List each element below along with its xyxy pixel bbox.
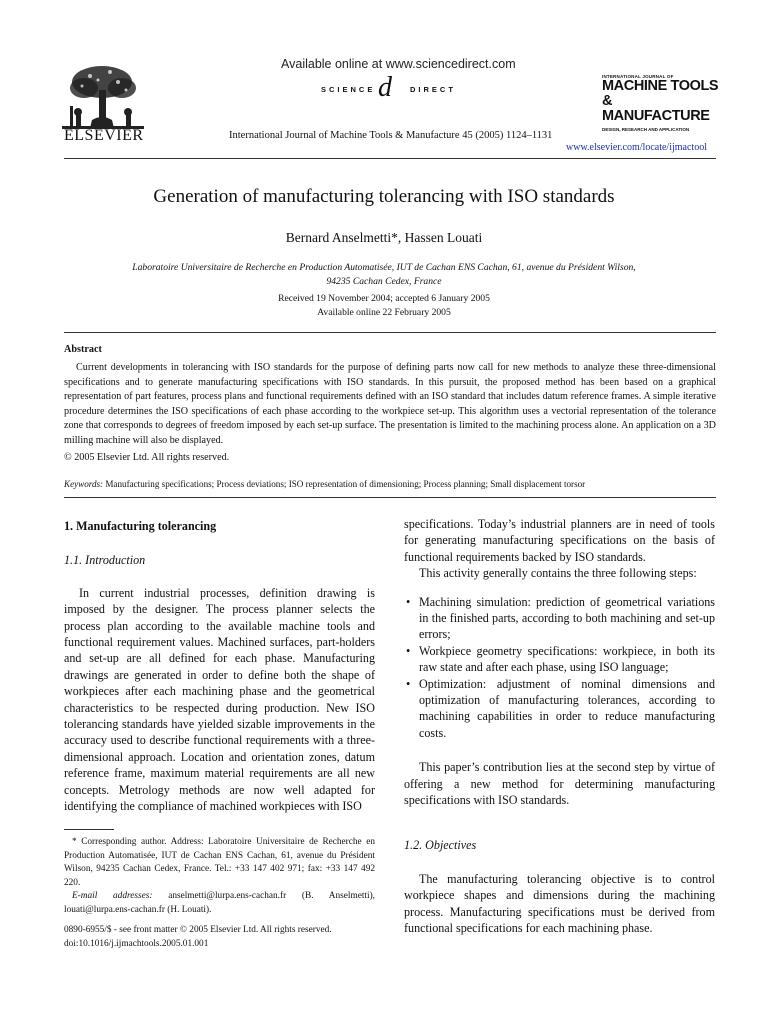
- sciencedirect-logo: [318, 72, 468, 106]
- steps-intro: This activity generally contains the three following steps:: [419, 566, 697, 581]
- email-addresses[interactable]: anselmetti@lurpa.ens-cachan.fr (B. Anselmetti), louati@lurpa.ens-cachan.fr (H. Louati).: [64, 891, 375, 915]
- list-item: • Machining simulation: prediction of geometrical variations in the finished parts, according to both machining and set-up errors;: [406, 594, 715, 642]
- bullet-icon: •: [406, 676, 411, 691]
- journal-logo-line1: INTERNATIONAL JOURNAL OF: [602, 74, 674, 79]
- bullet-icon: •: [406, 643, 411, 658]
- keywords: [64, 479, 585, 489]
- abstract-heading: Abstract: [64, 344, 102, 355]
- affiliation-line-1: Laboratoire Universitaire de Recherche en Production Automatisée, IUT de Cachan ENS Cachan, 61, avenue du Président Wilson,: [132, 262, 636, 273]
- objectives-paragraph: The manufacturing tolerancing objective is to control workpiece shapes and dimensions during the machining process. Manufacturing specifications must be derived from functional specifications for each machining phase.: [404, 871, 715, 936]
- keywords-label: Keywords:: [64, 479, 104, 489]
- available-online-text: Available online at www.sciencedirect.com: [281, 57, 516, 71]
- subsection-heading-1-2: 1.2. Objectives: [404, 837, 477, 852]
- email-label: E-mail addresses:: [72, 891, 153, 902]
- affiliation-line-2: 94235 Cachan Cedex, France: [326, 276, 442, 287]
- journal-logo: [602, 74, 722, 132]
- list-item: • Workpiece geometry specifications: workpiece, in both its raw state and after each phase, using ISO language;: [406, 643, 715, 675]
- corresponding-author-note: * Corresponding author. Address: Laboratoire Universitaire de Recherche en Production Automatisée, IUT de Cachan ENS Cachan, 61, avenue du Président Wilson, 94235 Cachan Cedex, France. Tel.: +33 147 402 971; fax: +33 147 492 220.: [64, 837, 375, 888]
- header-divider: [64, 158, 716, 159]
- issn-line: 0890-6955/$ - see front matter © 2005 Elsevier Ltd. All rights reserved.: [64, 925, 332, 935]
- bullet-icon: •: [406, 594, 411, 609]
- right-column: [404, 516, 715, 937]
- elsevier-tree-logo-icon: [62, 62, 144, 130]
- keywords-list: Manufacturing specifications; Process deviations; ISO representation of dimensioning; Process planning; Small displacement torsor: [103, 479, 586, 489]
- left-column: [64, 518, 375, 815]
- abstract-text: Current developments in tolerancing with ISO standards for the purpose of defining parts now call for new methods to analyze these three-dimensional specifications and to generate manufacturing specifications with ISO standards. In this pursuit, the proposed method has been based on a graphical representation of part features, process plans and functional requirements defined with an ISO standard that includes datum reference frames. A simple iterative procedure determines the ISO specifications of each phase according to the workpiece set-up. This algorithm uses a vectorial representation of the tolerance zone that corresponds to degrees of freedom imposed by each set-up surface. The presentation is limited to the machining process alone. An application on a 3D milling machine will also be displayed.: [64, 362, 716, 446]
- footnote-divider: [64, 829, 114, 830]
- paper-title: Generation of manufacturing tolerancing with ISO standards: [153, 186, 615, 207]
- section-heading-1: 1. Manufacturing tolerancing: [64, 519, 217, 533]
- list-item: • Optimization: adjustment of nominal dimensions and optimization of manufacturing tolerances, according to machining capabilities in order to reduce manufacturing costs.: [406, 676, 715, 740]
- authors: [0, 230, 768, 246]
- doi-line[interactable]: doi:10.1016/j.ijmachtools.2005.01.001: [64, 938, 209, 949]
- author-1: Bernard Anselmetti: [285, 230, 392, 245]
- corresponding-mark[interactable]: *: [391, 230, 398, 245]
- contribution-paragraph: This paper’s contribution lies at the second step by virtue of offering a new method for determining manufacturing specifications with ISO standards.: [404, 760, 715, 808]
- abstract-body: [64, 361, 716, 449]
- journal-logo-line2: MACHINE TOOLS: [602, 78, 719, 94]
- sciencedirect-left-word: SCIENCE: [321, 85, 376, 94]
- sciencedirect-right-word: DIRECT: [410, 85, 456, 94]
- affiliation: [120, 261, 648, 289]
- author-2: , Hassen Louati: [397, 230, 483, 245]
- introduction-paragraph: In current industrial processes, definition drawing is imposed by the designer. The process planner selects the process plan according to the available machine tools and functional requirement values. Machined surfaces, part-holders and set-up are all defined for each phase. Manufacturing drawings are generated in order to define both the shape of workpieces after each machining phase and the geometrical characteristics to be respected during production. New ISO tolerancing standards have yielded sizable improvements in the accuracy used to describe functional requirements with a three-dimensional approach. Location and orientation zones, datum reference frame, maximum material requirements are all new concepts. Metrology methods are now well adapted for identifying the compliance of machined workpieces with ISO: [64, 585, 375, 814]
- journal-url-link[interactable]: www.elsevier.com/locate/ijmactool: [566, 142, 707, 153]
- abstract-copyright: © 2005 Elsevier Ltd. All rights reserved.: [64, 452, 230, 463]
- journal-logo-line3: & MANUFACTURE: [602, 93, 710, 124]
- available-date: Available online 22 February 2005: [317, 307, 451, 318]
- steps-list: [404, 594, 715, 742]
- keywords-divider: [64, 497, 716, 498]
- sciencedirect-d-icon: d: [378, 72, 392, 103]
- received-date: Received 19 November 2004; accepted 6 January 2005: [278, 293, 490, 304]
- abstract-divider: [64, 332, 716, 333]
- introduction-paragraph-continued: specifications. Today’s industrial planners are in need of tools for generating manufacturing specifications on the basis of functional requirements backed by ISO standards.: [404, 517, 715, 564]
- footnote: [64, 836, 375, 918]
- subsection-heading-1-1: 1.1. Introduction: [64, 553, 146, 568]
- journal-logo-line4: DESIGN, RESEARCH AND APPLICATION: [602, 127, 690, 132]
- article-dates: [0, 292, 768, 320]
- issn-doi: [64, 924, 332, 951]
- publisher-name: ELSEVIER: [64, 127, 144, 144]
- journal-reference: International Journal of Machine Tools & Manufacture 45 (2005) 1124–1131: [229, 130, 553, 141]
